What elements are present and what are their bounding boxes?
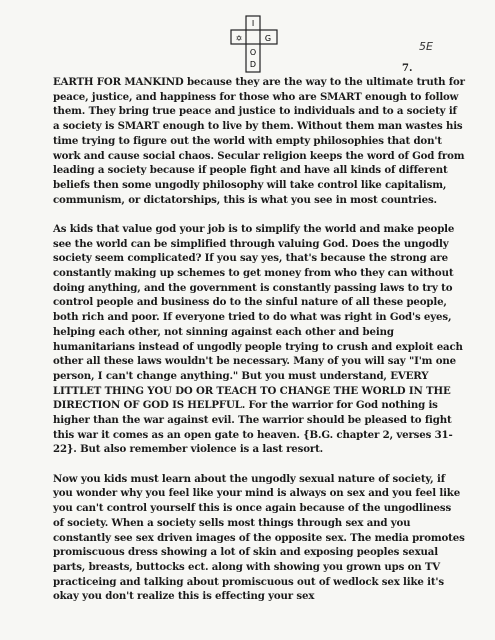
- cross-letter-i: I: [251, 19, 255, 28]
- paragraph-2-text-b: For the warrior for God nothing is higher than the war against evil. The warrior should be pleased to fight this war it comes as an open gate to heaven. {B.G. chapter 2, verses 31-22}. But also remember violence is a last resort.: [53, 399, 453, 456]
- paragraph-2: [53, 222, 465, 457]
- paragraph-2-emphasis: EVERY LITTLET THING YOU DO OR TEACH TO CHANGE THE WORLD IN THE DIRECTION OF GOD IS HELPFUL.: [53, 369, 451, 412]
- cross-letter-o: O: [249, 48, 257, 57]
- paragraph-2-text-a: As kids that value god your job is to simplify the world and make people see the world can be simplified through valuing God. Does the ungodly society seem complicated? If you say yes, that's because the strong are constantly making up schemes to get money from who they can without doing anything, and the government is constantly passing laws to try to control people and business do to the sinful nature of all these people, both rich and poor. If everyone tried to do what was right in God's eyes, helping each other, not sinning against each other and being humanitarians instead of ungodly people trying to crush and exploit each other all these laws wouldn't be necessary. Many of you will say "I'm one person, I can't change anything." But you must understand,: [53, 222, 463, 382]
- paragraph-3-text: Now you kids must learn about the ungodly sexual nature of society, if you wonder why you feel like your mind is always on sex and you feel like you can't control yourself this is once again because of the ungodliness of society. When a society sells most things through sex and you constantly see sex driven images of the opposite sex. The media promotes promiscuous dress showing a lot of skin and exposing peoples sexual parts, breasts, buttocks ect. along with showing you grown ups on TV practiceing and talking about promiscuous out of wedlock sex like it's okay you don't realize this is effecting your sex: [53, 472, 465, 603]
- handwritten-cross-drawing: [228, 14, 280, 74]
- handwritten-page-mark: 5E: [419, 40, 433, 53]
- star-of-david-icon: ✡: [235, 34, 243, 43]
- paragraph-1-lead: EARTH FOR MANKIND: [53, 76, 184, 88]
- cross-letter-g: G: [264, 34, 272, 43]
- paragraph-3: [53, 472, 465, 604]
- cross-letter-d: D: [249, 60, 257, 69]
- paragraph-1: [53, 75, 465, 207]
- page-number: 7.: [402, 63, 413, 74]
- paragraph-1-text: because they are the way to the ultimate truth for peace, justice, and happiness for those who are SMART enough to follow them. They bring true peace and justice to individuals and to a society if a society is SMART enough to live by them. Without them man wastes his time trying to figure out the world with empty philosophies that don't work and cause social chaos. Secular religion keeps the word of God from leading a society because if people fight and have all kinds of different beliefs then some ungodly philosophy will take control like capitalism, communism, or dictatorships, this is what you see in most countries.: [53, 76, 465, 206]
- body-text: [53, 75, 465, 619]
